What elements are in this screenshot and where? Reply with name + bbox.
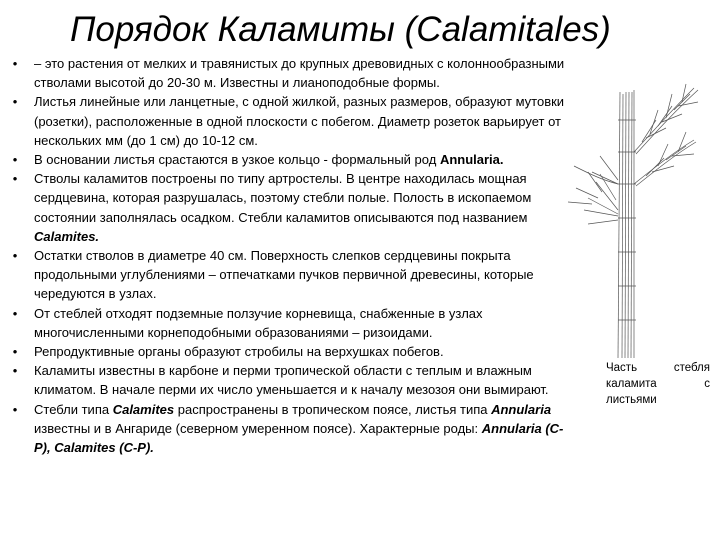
bullet-text-run: Annularia. (439, 152, 504, 168)
bullet-text (34, 54, 570, 92)
bullet-text-run: Стебли типа (34, 401, 113, 417)
bullet-text (34, 342, 570, 361)
bullet-item (10, 92, 570, 150)
bullet-item (10, 169, 570, 246)
bullet-text-run: От стеблей отходят подземные ползучие корневища, снабженные в узлах многочисленными корнеподобными образованиями – ризоидами. (34, 305, 483, 340)
bullet-text (34, 169, 570, 246)
bullet-list (10, 54, 570, 457)
bullet-text-run: Annularia (C-P), Calamites (C-P). (34, 420, 564, 456)
bullet-text-run: известны и в Ангариде (северном умеренном поясе). Характерные роды: (34, 420, 482, 436)
bullet-text-run: Calamites (112, 401, 175, 417)
bullet-marker: • (12, 248, 18, 264)
bullet-marker: • (12, 363, 18, 379)
bullet-item (10, 400, 570, 458)
bullet-item (10, 361, 570, 399)
bullet-marker: • (12, 152, 18, 168)
bullet-text (34, 361, 570, 399)
bullet-text-run: распространены в тропическом поясе, листья типа (174, 401, 492, 417)
calamites-stem-illustration (562, 80, 720, 360)
bullet-text-run: Annularia (491, 401, 552, 417)
bullet-text (34, 92, 570, 150)
bullet-item (10, 150, 570, 169)
bullet-text-run: Calamites. (34, 228, 100, 244)
bullet-marker: • (12, 94, 18, 110)
bullet-marker: • (12, 401, 18, 417)
bullet-text-run: Репродуктивные органы образуют стробилы на верхушках побегов. (34, 344, 444, 360)
bullet-item (10, 304, 570, 342)
bullet-text (34, 304, 570, 342)
bullet-marker: • (12, 171, 18, 187)
bullet-text-run: В основании листья срастаются в узкое кольцо - формальный род (34, 152, 440, 168)
bullet-item (10, 246, 570, 304)
bullet-text-run: Листья линейные или ланцетные, с одной жилкой, разных размеров, образуют мутовки (розетки), расположенные в одной плоскости с побегом. Диаметр розеток варьирует от нескольких мм (до 1 см) до 10-12 см. (34, 94, 565, 148)
bullet-marker: • (12, 305, 18, 321)
slide-title: Порядок Каламиты (Calamitales) (70, 10, 611, 49)
figure-caption: Часть стебля каламита с листьями (606, 362, 710, 406)
bullet-item (10, 342, 570, 361)
bullet-text-run: – это растения от мелких и травянистых до крупных древовидных с колоннообразными стволами высотой до 20-30 м. Известны и лианоподобные формы. (34, 56, 565, 91)
bullet-marker: • (12, 344, 18, 360)
bullet-text (34, 150, 570, 169)
bullet-text-run: Остатки стволов в диаметре 40 см. Поверхность слепков сердцевины покрыта продольными углублениями – отпечатками пучков первичной древесины, которые чередуются в узлах. (34, 248, 534, 302)
bullet-item (10, 54, 570, 92)
bullet-text (34, 400, 570, 458)
bullet-text-run: Каламиты известны в карбоне и перми тропической области с теплым и влажным климатом. В начале перми их число уменьшается и к началу мезозоя они вымирают. (34, 363, 549, 398)
bullet-text-run: Стволы каламитов построены по типу артростелы. В центре находилась мощная сердцевина, которая разрушалась, поэтому стебли полые. Полость в ископаемом состоянии заполнялась осадком. Стебли каламитов описываются под названием (34, 171, 532, 225)
bullet-marker: • (12, 56, 18, 71)
bullet-text (34, 246, 570, 304)
